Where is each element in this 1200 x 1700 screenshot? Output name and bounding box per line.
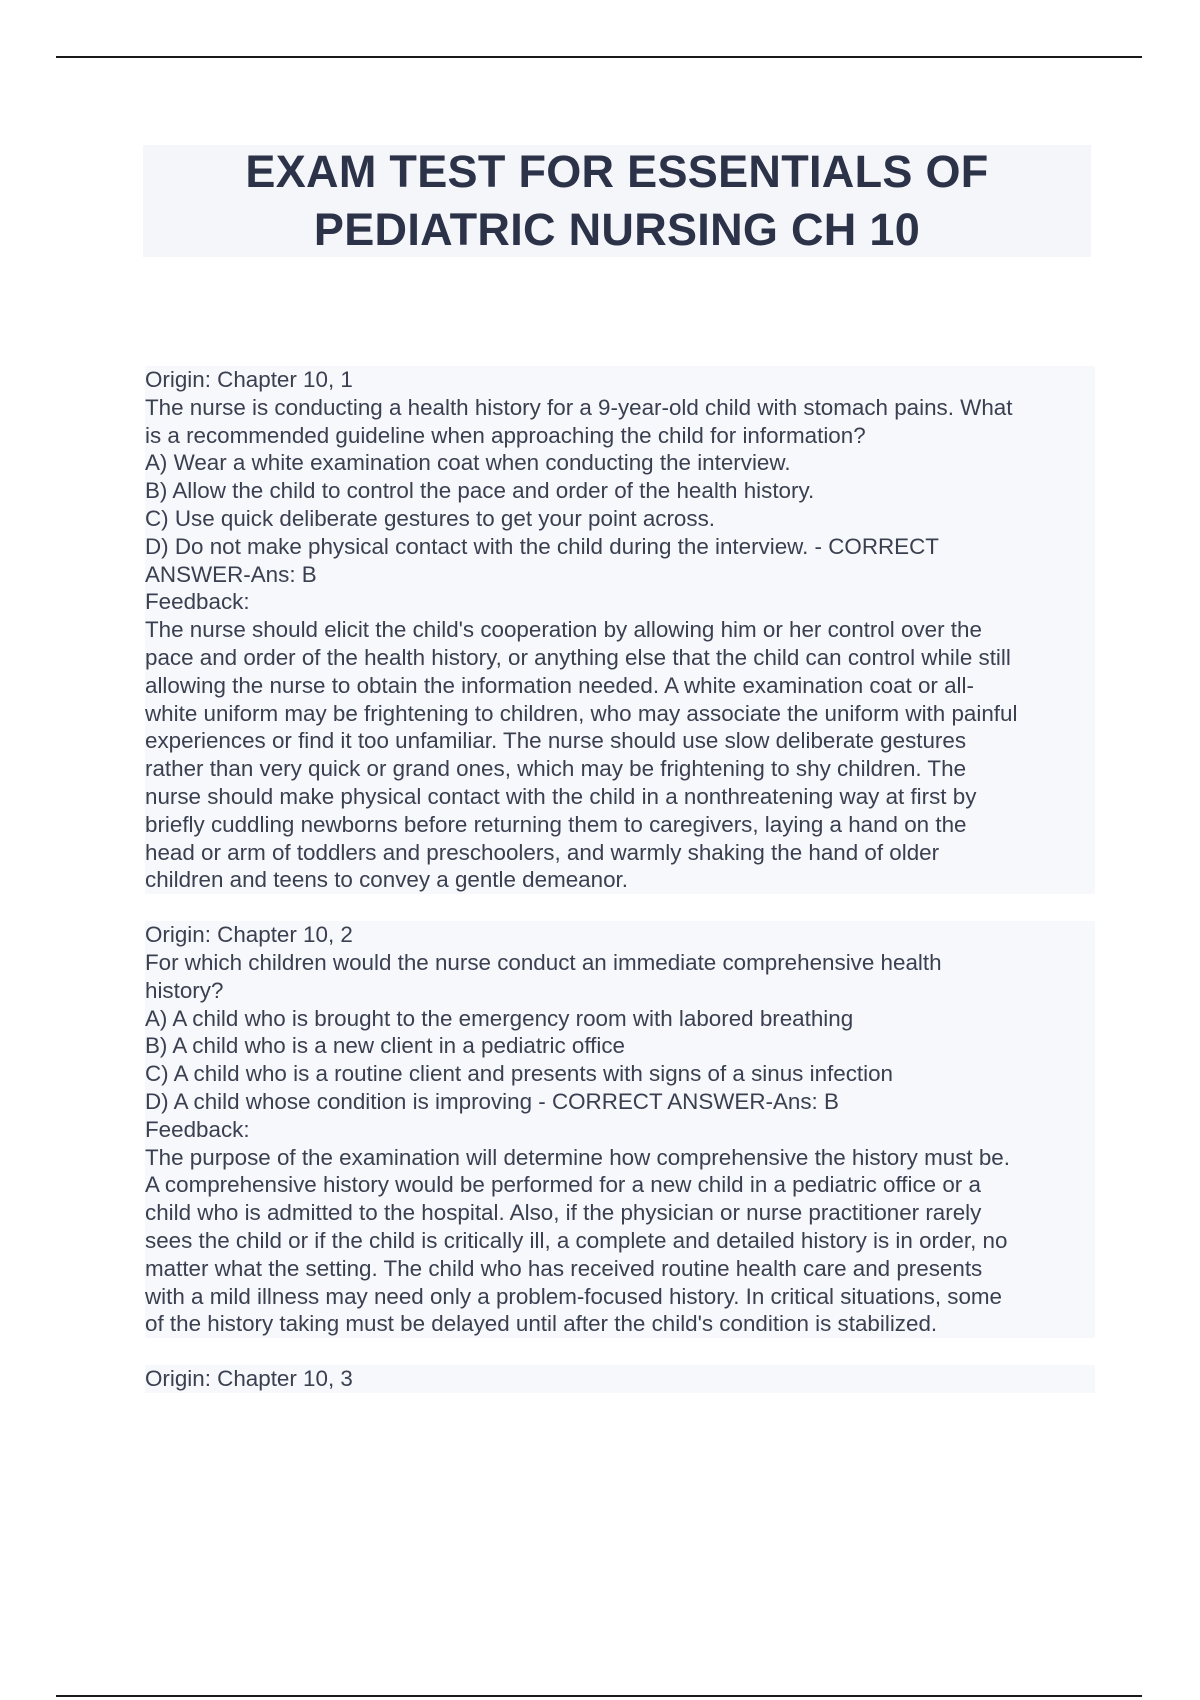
feedback-text: The nurse should elicit the child's cooperation by allowing him or her control over the (145, 617, 982, 643)
feedback-text: sees the child or if the child is critically ill, a complete and detailed history is in order, no (145, 1227, 1008, 1253)
feedback-text: child who is admitted to the hospital. Also, if the physician or nurse practitioner rarely (145, 1200, 982, 1226)
correct-answer: ANSWER-Ans: B (145, 561, 317, 587)
option-c: C) Use quick deliberate gestures to get your point across. (145, 505, 715, 531)
feedback-text: of the history taking must be delayed until after the child's condition is stabilized. (145, 1311, 938, 1337)
spacer (145, 1338, 1095, 1365)
page-title (245, 143, 988, 259)
option-a: A) A child who is brought to the emergency room with labored breathing (145, 1005, 854, 1031)
question-2 (145, 921, 1095, 1338)
title-line-2: PEDIATRIC NURSING CH 10 (313, 204, 921, 255)
bottom-rule (56, 1695, 1142, 1697)
feedback-text: matter what the setting. The child who has received routine health care and presents (145, 1255, 983, 1281)
question-origin: Origin: Chapter 10, 1 (145, 367, 353, 392)
feedback-text: children and teens to convey a gentle demeanor. (145, 867, 628, 893)
spacer (145, 894, 1095, 921)
feedback-text: with a mild illness may need only a problem-focused history. In critical situations, some (145, 1283, 1003, 1309)
feedback-text: nurse should make physical contact with the child in a nonthreatening way at first by (145, 783, 977, 809)
option-b: B) Allow the child to control the pace and order of the health history. (145, 478, 815, 504)
top-rule (56, 56, 1142, 58)
question-stem: history? (145, 977, 224, 1003)
feedback-text: pace and order of the health history, or anything else that the child can control while still (145, 644, 1011, 670)
feedback-text: A comprehensive history would be performed for a new child in a pediatric office or a (145, 1172, 981, 1198)
feedback-text: head or arm of toddlers and preschoolers, and warmly shaking the hand of older (145, 839, 940, 865)
question-stem: The nurse is conducting a health history for a 9-year-old child with stomach pains. What (145, 394, 1013, 420)
feedback-text: The purpose of the examination will determine how comprehensive the history must be. (145, 1144, 1010, 1170)
feedback-text: rather than very quick or grand ones, which may be frightening to shy children. The (145, 756, 967, 782)
feedback-text: experiences or find it too unfamiliar. The nurse should use slow deliberate gestures (145, 728, 967, 754)
option-b: B) A child who is a new client in a pediatric office (145, 1033, 625, 1059)
question-1 (145, 366, 1095, 894)
question-origin: Origin: Chapter 10, 2 (145, 922, 353, 948)
document-body (145, 366, 1095, 1393)
feedback-text: white uniform may be frightening to children, who may associate the uniform with painful (145, 700, 1018, 726)
question-stem: For which children would the nurse conduct an immediate comprehensive health (145, 949, 942, 975)
question-origin: Origin: Chapter 10, 3 (145, 1366, 353, 1392)
option-c: C) A child who is a routine client and presents with signs of a sinus infection (145, 1061, 893, 1087)
feedback-text: allowing the nurse to obtain the information needed. A white examination coat or all- (145, 672, 974, 698)
feedback-text: briefly cuddling newborns before returning them to caregivers, laying a hand on the (145, 811, 967, 837)
option-d: D) Do not make physical contact with the child during the interview. - CORRECT (145, 533, 939, 559)
feedback-label: Feedback: (145, 589, 250, 615)
question-stem: is a recommended guideline when approaching the child for information? (145, 422, 866, 448)
title-line-1: EXAM TEST FOR ESSENTIALS OF (245, 146, 989, 197)
title-banner (143, 145, 1091, 257)
feedback-label: Feedback: (145, 1116, 250, 1142)
option-a: A) Wear a white examination coat when conducting the interview. (145, 450, 791, 476)
option-d: D) A child whose condition is improving - CORRECT ANSWER-Ans: B (145, 1088, 839, 1114)
question-3 (145, 1365, 1095, 1393)
